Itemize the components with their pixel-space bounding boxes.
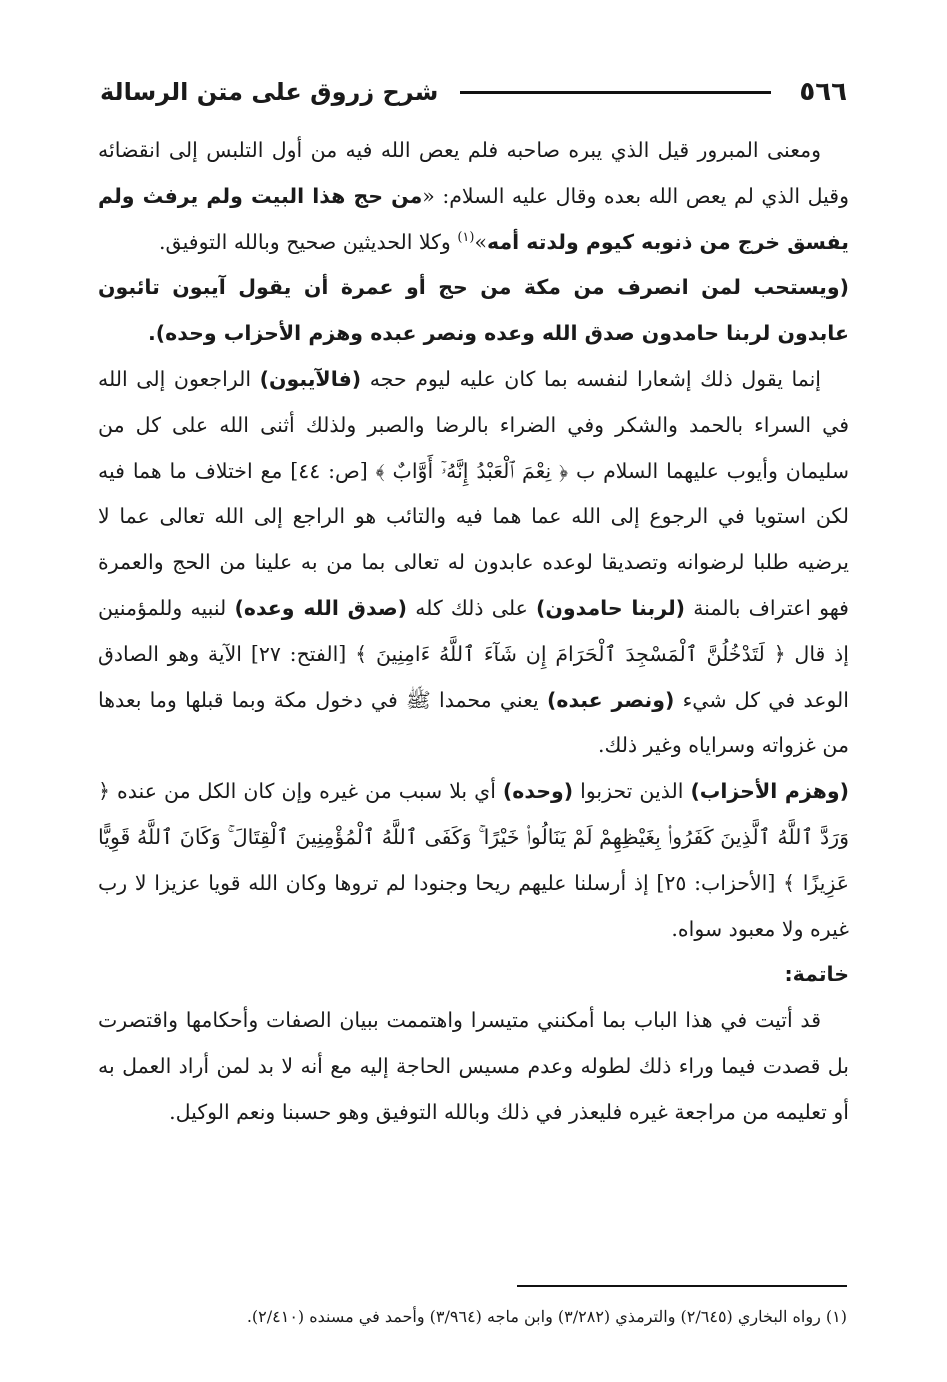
paragraph-3 [98,357,849,769]
matn-quote: (وحده) [502,779,574,804]
page-body [98,128,849,1136]
page-number: ٥٦٦ [799,77,847,107]
text-span: على ذلك كله [407,595,537,620]
header-rule [460,91,771,94]
matn-quote: (وهزم الأحزاب) [690,779,849,804]
matn-text: (ويستحب لمن انصرف من مكة من حج أو عمرة أن يقول آيبون تائبون عابدون لربنا حامدون صدق الله وعده ونصر عبده وهزم الأحزاب وحده). [98,275,849,346]
text-span: لنبيه وللمؤمنين إذ قال ﴿ لَتَدْخُلُنَّ ٱلْمَسْجِدَ ٱلْحَرَامَ إِن شَآءَ ٱللَّهُ ءَامِنِينَ ﴾ [الفتح: ٢٧] الآية وهو الصادق الوعد في كل شيء [98,595,849,712]
text-span: » [474,229,488,254]
paragraph-5 [98,998,849,1135]
text-span: أي بلا سبب من غيره وإن كان الكل من عنده ﴿ وَرَدَّ ٱللَّهُ ٱلَّذِينَ كَفَرُوا۟ بِغَيْظِهِمْ لَمْ يَنَالُوا۟ خَيْرًا ۚ وَكَفَى ٱللَّهُ ٱلْمُؤْمِنِينَ ٱلْقِتَالَ ۚ وَكَانَ ٱللَّهُ قَوِيًّا عَزِيزًا ﴾ [الأحزاب: ٢٥] إذ أرسلنا عليهم ريحا وجنودا لم تروها وكان الله قويا عزيزا لا رب غيره ولا معبود سواه. [98,779,849,941]
running-title: شرح زروق على متن الرسالة [100,78,439,106]
footnote-ref: (١) [457,229,475,245]
text-span: يعني محمدا ﷺ في دخول مكة وبما قبلها وما بعدها من غزواته وسراياه وغير ذلك. [98,687,849,758]
page-header [100,72,847,112]
footnote-rule [517,1285,847,1287]
matn-quote: (فالآيبون) [259,366,362,391]
paragraph-4 [98,769,849,952]
text-span: ومعنى المبرور قيل الذي يبره صاحبه فلم يعص الله فيه من أول التلبس إلى انقضائه وقيل الذي لم يعص الله بعده وقال عليه السلام: « [98,138,849,208]
section-heading: خاتمة: [784,962,849,987]
text-span: وكلا الحديثين صحيح وبالله التوفيق. [158,229,458,254]
text-span: الذين تحزبوا [573,779,691,804]
text-span: إنما يقول ذلك إشعارا لنفسه بما كان عليه ليوم حجه [361,366,822,391]
matn-quote: (صدق الله وعده) [234,595,408,620]
matn-quote: (لربنا حامدون) [536,595,686,620]
text-span: الراجعون إلى الله في السراء بالحمد والشكر وفي الضراء بالرضا والصبر ولذلك أثنى الله على كل من سليمان وأيوب عليهما السلام ب ﴿ نِعْمَ ٱلْعَبْدُ إِنَّهُۥٓ أَوَّابٌ ﴾ [ص: ٤٤] مع اختلاف ما هما فيه لكن استويا في الرجوع إلى الله عما هما فيه والتائب هو الراجع إلى الله تعالى عما لا يرضيه طلبا لرضوانه وتصديقا لوعده عابدون له تعالى بما من به علينا من الحج والعمرة فهو اعتراف بالمنة [98,366,849,620]
text-span: قد أتيت في هذا الباب بما أمكنني متيسرا واهتممت ببيان الصفات وأحكامها واقتصرت بل قصدت فيما وراء ذلك لطوله وعدم مسيس الحاجة إليه مع أنه لا بد لمن أراد العمل به أو تعليمه من مراجعة غيره فليعذر في ذلك وبالله التوفيق وهو حسبنا ونعم الوكيل. [98,1008,849,1124]
hadith-quote: من حج هذا البيت ولم يرفث ولم يفسق خرج من ذنوبه كيوم ولدته أمه [98,183,849,254]
paragraph-1 [98,128,849,265]
paragraph-2 [98,265,849,357]
matn-quote: (ونصر عبده) [546,687,675,712]
footnote: (١) رواه البخاري (٢/٦٤٥) والترمذي (٣/٢٨٢) وابن ماجه (٣/٩٦٤) وأحمد في مسنده (٢/٤١٠). [246,1307,847,1326]
